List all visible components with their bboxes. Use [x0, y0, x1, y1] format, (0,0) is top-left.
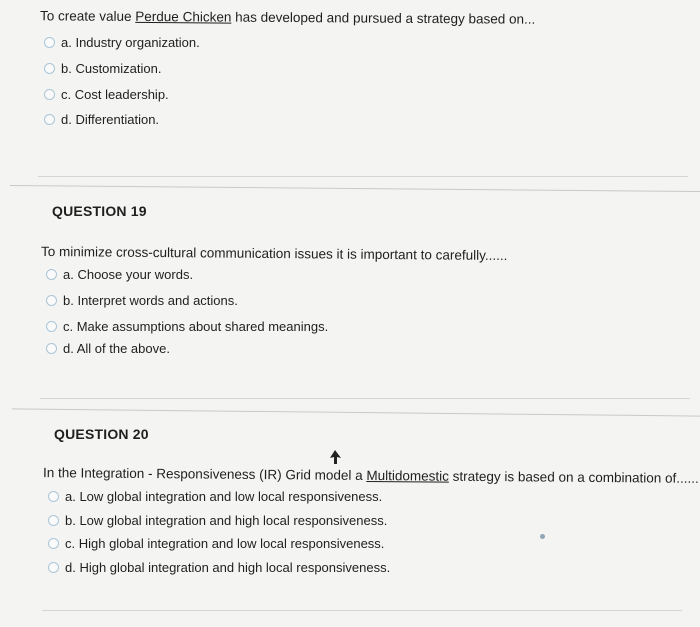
option-label: b. Customization. — [61, 61, 162, 76]
option-label: d. High global integration and high local responsiveness. — [65, 560, 391, 575]
option-label: c. Cost leadership. — [61, 87, 169, 102]
radio-button[interactable] — [46, 269, 57, 280]
q18-prompt-start: To create value — [39, 8, 136, 24]
question-separator — [10, 185, 700, 192]
q20-prompt-start: In the Integration - Responsiveness (IR) Grid model a — [42, 465, 367, 483]
option-label: a. Industry organization. — [61, 35, 200, 50]
q19-prompt: To minimize cross-cultural communication issues it is important to carefully...... — [40, 243, 508, 264]
q19-option-c[interactable] — [46, 319, 328, 334]
screen-speck — [540, 534, 545, 539]
radio-button[interactable] — [48, 562, 59, 573]
option-label: b. Interpret words and actions. — [63, 293, 238, 308]
radio-button[interactable] — [44, 114, 55, 125]
q20-option-b[interactable] — [48, 513, 387, 528]
q18-prompt — [40, 8, 535, 26]
radio-button[interactable] — [48, 491, 59, 502]
radio-button[interactable] — [44, 63, 55, 74]
q18-option-c[interactable] — [44, 87, 169, 102]
radio-button[interactable] — [46, 295, 57, 306]
divider — [42, 610, 682, 611]
option-label: c. High global integration and low local responsiveness. — [65, 536, 385, 551]
q19-option-d[interactable] — [46, 341, 170, 356]
option-label: d. All of the above. — [63, 341, 170, 356]
q18-prompt-link[interactable]: Perdue Chicken — [135, 8, 232, 25]
divider — [40, 398, 690, 399]
q20-prompt — [43, 465, 699, 486]
option-label: a. Choose your words. — [63, 267, 194, 282]
q18-option-a[interactable] — [44, 35, 200, 50]
q19-heading: QUESTION 19 — [52, 203, 147, 219]
question-separator — [12, 408, 700, 416]
q20-prompt-end: strategy is based on a combination of...... — [448, 468, 699, 486]
q18-prompt-end: has developed and pursued a strategy based on... — [231, 9, 536, 27]
q18-option-b[interactable] — [44, 61, 161, 76]
q18-option-d[interactable] — [44, 112, 159, 127]
q19-option-b[interactable] — [46, 293, 238, 308]
q20-heading: QUESTION 20 — [54, 426, 149, 442]
mouse-pointer-icon — [329, 450, 343, 466]
radio-button[interactable] — [44, 89, 55, 100]
divider — [38, 176, 688, 177]
q20-prompt-link[interactable]: Multidomestic — [366, 467, 449, 484]
option-label: a. Low global integration and low local responsiveness. — [65, 489, 383, 504]
option-label: c. Make assumptions about shared meanings. — [63, 319, 329, 334]
radio-button[interactable] — [46, 343, 57, 354]
q20-option-d[interactable] — [48, 560, 390, 575]
radio-button[interactable] — [48, 538, 59, 549]
option-label: b. Low global integration and high local responsiveness. — [65, 513, 388, 528]
q20-option-c[interactable] — [48, 536, 384, 551]
q20-option-a[interactable] — [48, 489, 382, 504]
radio-button[interactable] — [46, 321, 57, 332]
option-label: d. Differentiation. — [61, 112, 160, 127]
radio-button[interactable] — [44, 37, 55, 48]
q19-option-a[interactable] — [46, 267, 193, 282]
radio-button[interactable] — [48, 515, 59, 526]
